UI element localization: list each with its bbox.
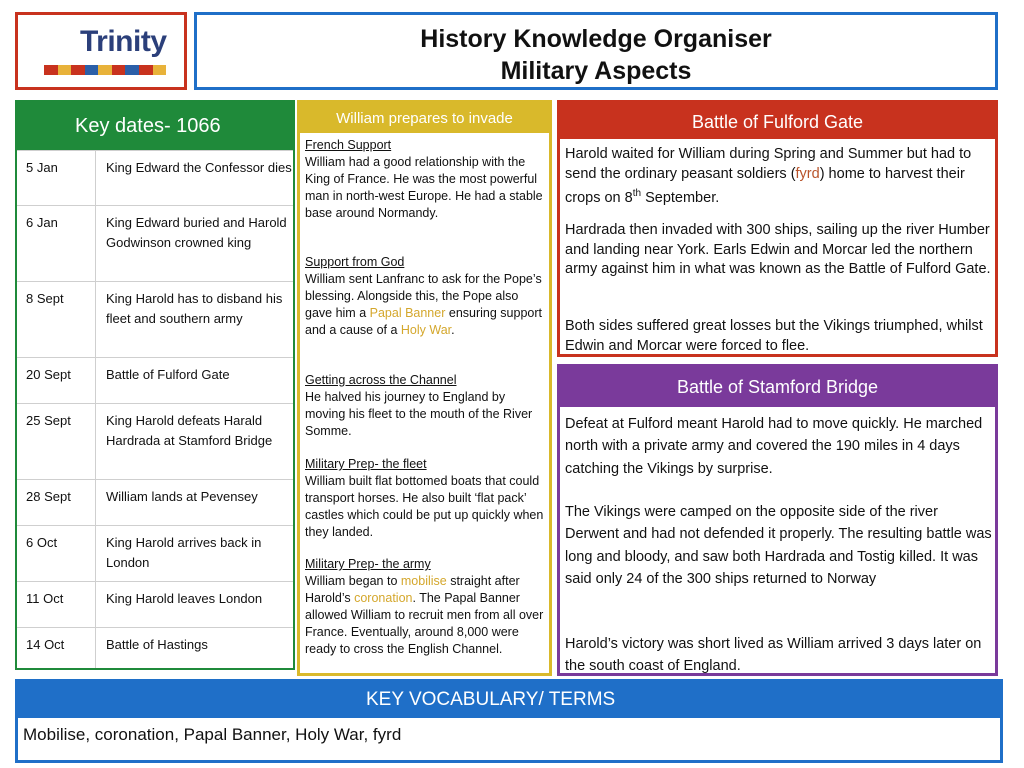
vocabulary-terms: Mobilise, coronation, Papal Banner, Holy War, fyrd [23,725,402,744]
section-text: He halved his journey to England by moving his fleet to the mouth of the River Somme. [305,390,533,438]
key-date: 28 Sept [26,489,71,504]
key-date: 6 Oct [26,535,58,550]
logo-stripe [85,65,99,75]
logo-stripe [125,65,139,75]
key-date-row [17,627,293,669]
fulford-paragraph-3: Both sides suffered great losses but the Vikings triumphed, whilst Edwin and Morcar were forced to flee. [565,318,983,354]
logo-stripe [112,65,126,75]
key-date-row [17,150,293,206]
william-panel-header [300,103,549,133]
key-term: mobilise [400,574,447,588]
fulford-panel-title: Battle of Fulford Gate [691,112,864,132]
french-support-section [305,137,545,222]
key-term: Holy War [400,323,452,337]
fulford-paragraph-2: Hardrada then invaded with 300 ships, sailing up the river Humber and landing near York. Earls Edwin and Morcar led the northern army against him in what was known as the Battle of Fulford Gate. [565,222,991,277]
channel-section [305,372,545,440]
key-vocabulary-panel [15,679,1003,763]
section-heading: Support from God [305,255,405,269]
key-date-row [17,581,293,628]
fulford-paragraph-1 [565,145,995,208]
key-date-row [17,205,293,282]
key-date-row [17,403,293,480]
logo-stripe [44,65,58,75]
stamford-paragraph-3: Harold’s victory was short lived as William arrived 3 days later on the south coast of England. [565,636,982,675]
stamford-bridge-panel [557,364,998,676]
key-date-event: King Edward the Confessor dies [106,160,292,175]
section-text: William built flat bottomed boats that could transport horses. He also built ‘flat pack’ castles which could be put up quickly when they landed. [305,474,544,539]
key-date-event: King Harold arrives back in London [106,535,262,570]
logo-stripe [58,65,72,75]
key-date-event: William lands at Pevensey [106,489,258,504]
key-date: 25 Sept [26,413,71,428]
stamford-paragraph-1: Defeat at Fulford meant Harold had to move quickly. He marched north with a private army and covered the 190 miles in 4 days catching the Vikings by surprise. [565,416,983,477]
section-heading: Military Prep- the fleet [305,457,427,471]
section-text [305,271,545,339]
stamford-panel-title: Battle of Stamford Bridge [676,377,879,397]
key-term: fyrd [795,165,820,182]
logo-stripe [98,65,112,75]
text-part: . [451,323,455,337]
title-panel [194,12,998,90]
fulford-gate-panel [557,100,998,357]
key-term: Papal Banner [369,306,446,320]
section-text: William had a good relationship with the King of France. He was the most powerful man in north-west Europe. He had a stable base around Normandy. [305,155,543,220]
key-date-event: King Harold defeats Harald Hardrada at Stamford Bridge [106,413,273,448]
section-heading: French Support [305,138,392,152]
section-text [305,573,545,658]
key-term: coronation [354,591,413,605]
key-date: 6 Jan [26,215,58,230]
text-part: September. [641,189,720,206]
key-date-row [17,525,293,582]
key-date-event: Battle of Hastings [106,637,208,652]
key-date-event: King Edward buried and Harold Godwinson crowned king [106,215,287,250]
support-from-god-section [305,254,545,339]
logo-stripe [139,65,153,75]
key-date: 20 Sept [26,367,71,382]
text-part: straight after Harold’s [305,574,520,605]
william-panel-title: William prepares to invade [336,110,513,127]
william-prepares-panel [297,100,552,676]
key-date-event: King Harold has to disband his fleet and southern army [106,291,283,326]
key-dates-header [17,102,293,150]
key-date-event: Battle of Fulford Gate [106,367,230,382]
page-title: History Knowledge Organiser [420,25,772,53]
key-date-row [17,357,293,404]
key-date: 8 Sept [26,291,64,306]
key-date-row [17,281,293,358]
vocabulary-title: KEY VOCABULARY/ TERMS [366,689,616,710]
text-part: Harold waited for William during Spring and Summer but had to send the ordinary peasant soldiers ( [565,146,972,182]
logo-stripe [71,65,85,75]
text-part: William sent Lanfranc to ask for the Pope’s blessing. Alongside this, the Pope also gave him a [305,272,542,320]
logo-stripes [44,65,166,75]
school-logo: Trinity [80,25,167,58]
key-date: 11 Oct [26,591,64,606]
text-part: . The Papal Banner allowed William to recruit men from all over France. Eventually, around 8,000 were ready to cross the English Channel. [305,591,544,656]
text-part: ensuring support and a cause of a [305,306,542,337]
page-subtitle: Military Aspects [500,57,692,85]
key-dates-panel [15,100,295,670]
stamford-panel-header [560,367,995,407]
logo-stripe [153,65,167,75]
section-heading: Getting across the Channel [305,373,457,387]
superscript: th [632,188,642,199]
key-date: 5 Jan [26,160,58,175]
text-part: William began to [305,574,401,588]
fulford-panel-header [560,103,995,139]
key-date-row [17,479,293,526]
army-section [305,556,545,658]
logo-panel [15,12,187,90]
key-dates-title: Key dates- 1066 [75,115,221,137]
key-date: 14 Oct [26,637,65,652]
fleet-section [305,456,545,541]
section-heading: Military Prep- the army [305,557,431,571]
text-part: ) home to harvest their crops on 8 [565,165,965,206]
vocabulary-header [18,682,1000,718]
key-date-event: King Harold leaves London [106,591,263,606]
stamford-paragraph-2: The Vikings were camped on the opposite side of the river Derwent and had not defended it properly. The resulting battle was long and bloody, and saw both Hardrada and Tostig killed. It was said only 24 of the 300 ships returned to Norway [565,504,992,588]
